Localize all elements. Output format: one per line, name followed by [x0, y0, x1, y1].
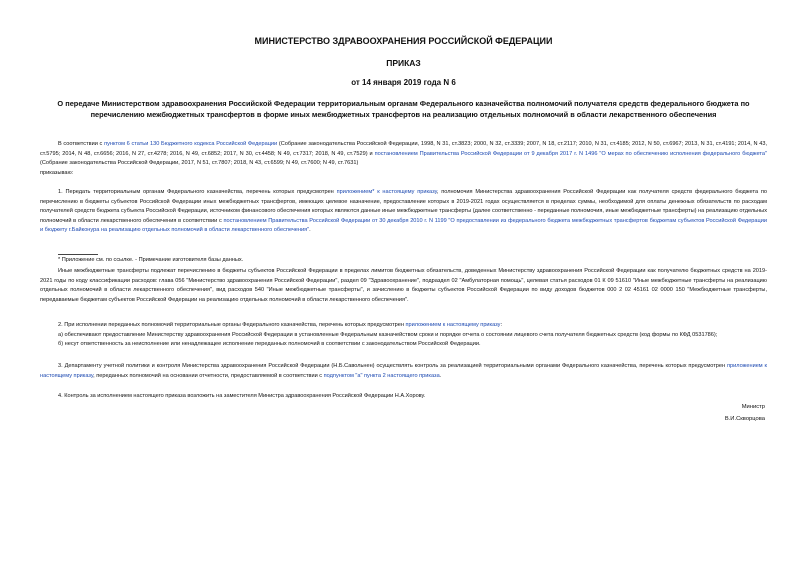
order-heading: ПРИКАЗ [386, 58, 421, 68]
subpoint-a-link[interactable]: подпунктом "а" пункта 2 настоящего приказа [323, 372, 440, 379]
prikazyvayu: приказываю: [40, 169, 74, 176]
other-transfers-text: Иные межбюджетные трансферты подлежат перечислению в бюджеты субъектов Российской Федерации в пределах лимитов бюджетных обязательств, доведенных Министерству здравоохранения Российской Федерации как получателю бюджетных средств на 2019-2021 годы по коду классификации расходов: глава 056 "Министерство здравоохранения Российской Федерации", раздел 09 "Здравоохранение", подраздел 02 "Амбулаторная помощь", целевая статья расходов 01 К 09 51610 "Иные межбюджетные трансферты на реализацию отдельных полномочий в области лекарственного обеспечения", вид расходов 540 "Иные межбюджетные трансферты", и зачислению в бюджеты субъектов Российской Федерации по виду доходов бюджетов 000 2 02 45161 02 0000 150 "Межбюджетные трансферты, передаваемые бюджетам субъектов Российской Федерации на реализацию отдельных полномочий в области лекарственного обеспечения". [40, 268, 767, 303]
order-subject: О передаче Министерством здравоохранения Российской Федерации территориальным органам Федерального казначейства полномочий получателя средств федерального бюджета по перечислению межбюджетных трансфертов в форме иных межбюджетных трансфертов на реализацию отдельных полномочий в области лекарственного обеспечения [57, 99, 750, 119]
item-2b: б) несут ответственность за неисполнение или ненадлежащее исполнение переданных полномочий в соответствии с законодательством Российской Федерации. [58, 341, 481, 348]
order-date-number: от 14 января 2019 года N 6 [351, 78, 456, 87]
item-4-text: 4. Контроль за исполнением настоящего приказа возложить на заместителя Министра здравоохранения Российской Федерации Н.А.Хорову. [58, 393, 426, 399]
item-3-text-2: , переданных полномочий на основании отчетности, предоставляемой в соответствии с [93, 372, 324, 379]
item-1-paragraph [40, 188, 767, 236]
item-3-paragraph [40, 362, 767, 381]
item-3-text-1: 3. Департаменту учетной политики и контроля Министерства здравоохранения Российской Федерации (Н.Б.Савольнен) осуществлять контроль за реализацией территориальными органами Федерального казначейства, перечень которых предусмотрен [58, 363, 727, 369]
appendix-link-3[interactable]: приложением к настоящему приказу [40, 363, 768, 379]
preamble-text-3: (Собрание законодательства Российской Федерации, 2017, N 51, ст.7807; 2018, N 43, ст.6599; N 49, ст.7600; N 49, ст.7631) [40, 160, 359, 167]
appendix-link-2[interactable]: приложением к настоящему приказу [405, 322, 501, 328]
government-decree-1199-link[interactable]: постановлением Правительства Российской Федерации от 30 декабря 2010 г. N 1199 "О предоставлении из федерального бюджета межбюджетных трансфертов бюджетам субъектов Российской Федерации и бюджету г.Байконура на реализацию отдельных полномочий в области лекарственного обеспечения" [40, 217, 767, 234]
item-1-text-1: 1. Передать территориальным органам Федерального казначейства, перечень которых предусмотрен [58, 189, 337, 195]
item-2-paragraph [40, 321, 767, 331]
item-2-text-2: : [500, 322, 503, 328]
ministry-title: МИНИСТЕРСТВО ЗДРАВООХРАНЕНИЯ РОССИЙСКОЙ ФЕДЕРАЦИИ [254, 36, 553, 46]
footnote-text: * Приложение см. по ссылке. - Примечание изготовителя базы данных. [58, 257, 244, 263]
footnote-divider [58, 254, 98, 255]
government-decree-1496-link[interactable]: постановлением Правительства Российской Федерации от 9 декабря 2017 г. N 1496 "О мерах по обеспечению исполнения федерального бюджета" [374, 150, 768, 157]
preamble-paragraph [40, 140, 767, 169]
budget-code-link[interactable]: пунктом 6 статьи 130 Бюджетного кодекса Российской Федерации [104, 141, 278, 147]
appendix-link[interactable]: приложением* к настоящему приказу [336, 189, 437, 195]
footnote [40, 256, 767, 266]
item-2 [40, 321, 767, 350]
item-2a: а) обеспечивают предоставление Министерству здравоохранения Российской Федерации в установленные Федеральным казначейством сроки и порядке отчета о состоянии лицевого счета получателя бюджетных средств (код формы по КФД 0531786); [58, 331, 718, 338]
signature-position: Министр [741, 404, 765, 410]
item-3 [40, 362, 767, 381]
item-2-text-1: 2. При исполнении переданных полномочий территориальные органы Федерального казначейства, перечень которых предусмотрен [58, 322, 406, 328]
item-3-text-3: . [439, 372, 442, 379]
preamble [40, 140, 767, 178]
item-1 [40, 188, 767, 236]
item-4 [40, 392, 767, 402]
other-transfers [40, 267, 767, 305]
signature-name: В.И.Скворцова [724, 416, 765, 422]
item-1-text-3: . [309, 227, 311, 234]
preamble-text-2: (Собрание законодательства Российской Федерации, 1998, N 31, ст.3823; 2000, N 32, ст.3339; 2007, N 18, ст.2117; 2010, N 31, ст.4185; 2012, N 50, ст.6967; 2013, N 31, ст.4191; 2014, N 43, ст.5795; 2014, N 48, ст.6656; 2016, N 27, ст.4278; 2016, N 49, ст.6852; 2017, N 30, ст.4458; N 49, ст.7317; 2018, N 49, ст.7529) и [40, 141, 768, 157]
preamble-text-1: В соответствии с [58, 141, 105, 147]
item-1-text-2: , полномочия Министерства здравоохранения Российской Федерации как получателя средств федерального бюджета по перечислению в бюджеты субъектов Российской Федерации иных межбюджетных трансфертов, имеющих целевое назначение, предоставление которых в 2019-2021 годах осуществляется в пределах суммы, необходимой для оплаты денежных обязательств по расходам получателей средств бюджета субъекта Российской Федерации, источником финансового обеспечения которых являются данные иные межбюджетные трансферты (далее соответственно - переданные полномочия, иные межбюджетные трансферты) на реализацию отдельных полномочий в области лекарственного обеспечения в соответствии с [40, 189, 767, 224]
